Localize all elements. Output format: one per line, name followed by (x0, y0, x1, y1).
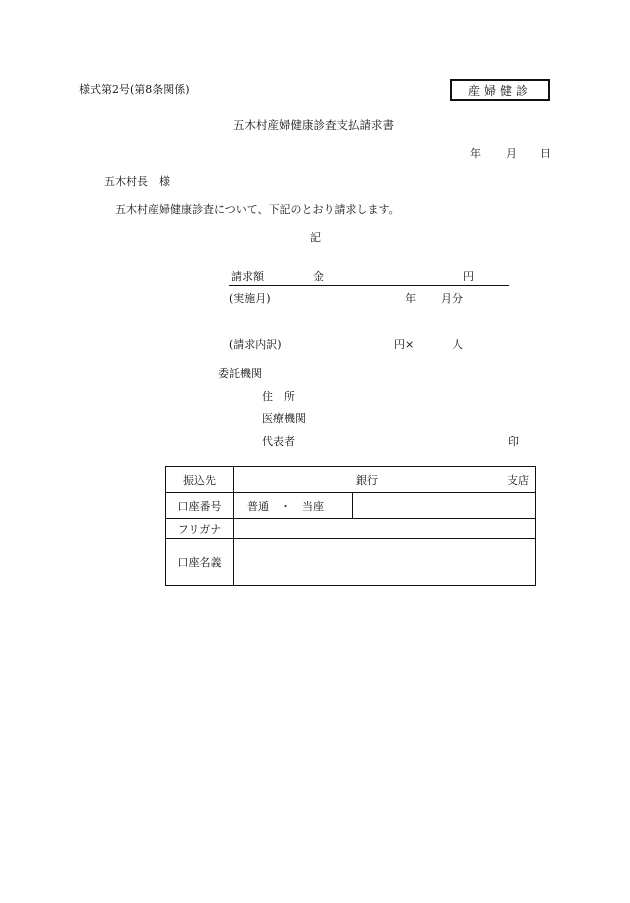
category-badge (450, 79, 550, 101)
addressee: 五木村長 様 (104, 175, 170, 188)
implementation-year-unit: 年 (405, 292, 416, 305)
account-name-label-cell: 口座名義 (166, 539, 234, 586)
table-row (166, 539, 536, 586)
account-number-value-cell[interactable] (353, 493, 536, 519)
account-type-cell[interactable]: 普通 ・ 当座 (234, 493, 353, 519)
category-badge-text: 産婦健診 (467, 83, 532, 98)
document-title: 五木村産婦健康診査支払請求書 (233, 118, 394, 132)
claim-breakdown-label: (請求内訳) (229, 338, 282, 351)
claim-kin: 金 (313, 270, 324, 283)
intro-text: 五木村産婦健康診査について、下記のとおり請求します。 (115, 203, 400, 216)
claim-amount-underline (229, 285, 509, 286)
form-number: 様式第2号(第8条関係) (79, 83, 190, 96)
account-number-label-cell: 口座番号 (166, 493, 234, 519)
date-day-unit: 日 (540, 147, 551, 160)
date-year-unit: 年 (470, 147, 481, 160)
bank-branch-cell[interactable] (234, 467, 536, 493)
date-month-unit: 月 (506, 147, 517, 160)
breakdown-person-unit: 人 (452, 338, 463, 351)
furigana-label-cell: フリガナ (166, 519, 234, 539)
table-row (166, 467, 536, 493)
claim-yen: 円 (463, 270, 474, 283)
breakdown-yen-times: 円× (394, 338, 415, 351)
institution-representative-label: 代表者 (262, 435, 295, 448)
account-name-value-cell[interactable] (234, 539, 536, 586)
bank-suffix: 銀行 (356, 474, 378, 487)
bank-transfer-table (165, 466, 536, 586)
ki-marker: 記 (310, 231, 321, 244)
transfer-label-cell: 振込先 (166, 467, 234, 493)
institution-heading: 委託機関 (218, 367, 262, 380)
branch-suffix: 支店 (507, 474, 529, 487)
table-row (166, 493, 536, 519)
claim-amount-label: 請求額 (231, 270, 264, 283)
institution-facility-label: 医療機関 (262, 412, 306, 425)
furigana-value-cell[interactable] (234, 519, 536, 539)
seal-mark: 印 (508, 435, 519, 448)
implementation-month-label: (実施月) (229, 292, 271, 305)
institution-address-label: 住 所 (262, 390, 295, 403)
table-row (166, 519, 536, 539)
implementation-month-unit: 月分 (441, 292, 463, 305)
